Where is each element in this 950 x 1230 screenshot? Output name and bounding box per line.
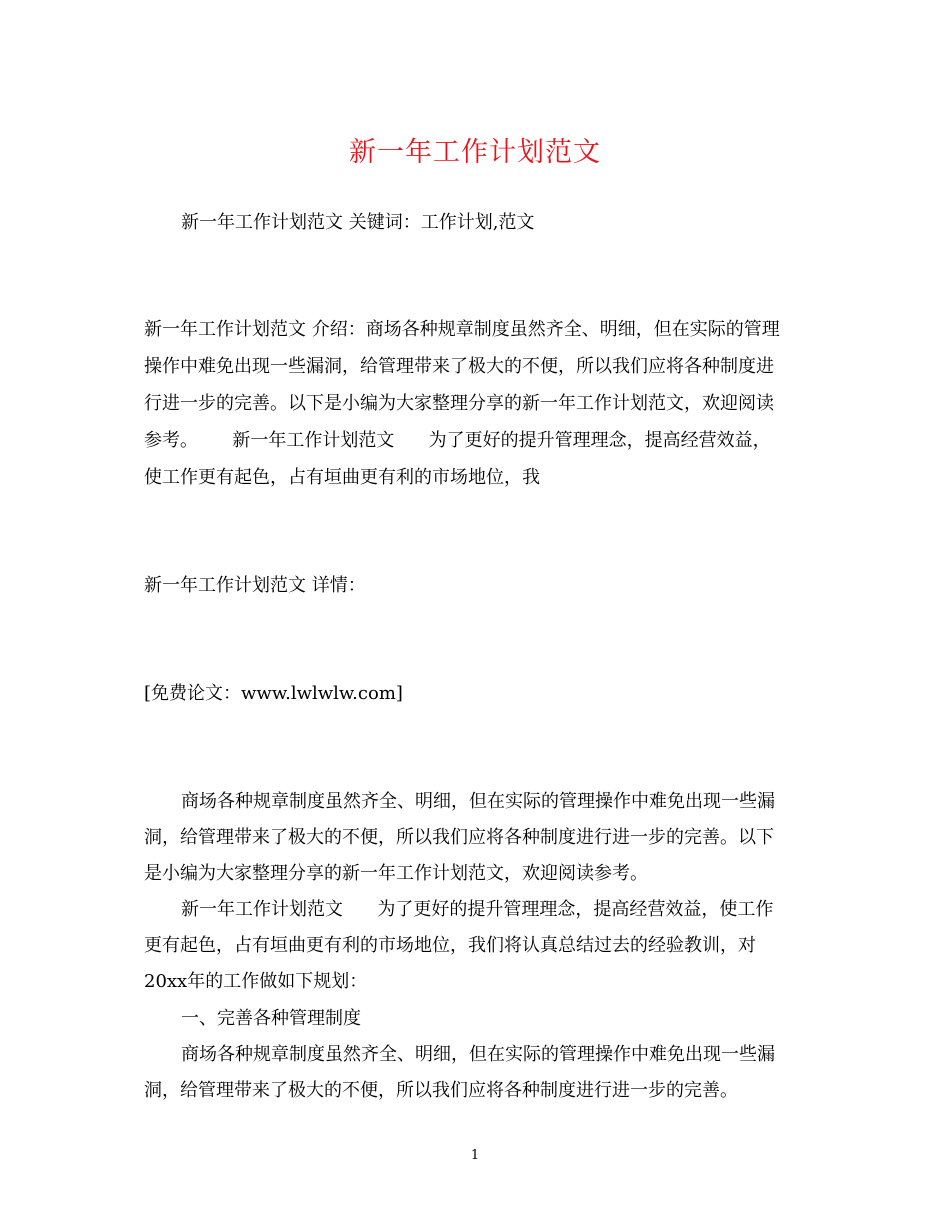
body-line-2: 洞，给管理带来了极大的不便，所以我们应将各种制度进行进一步的完善。以下 [144, 827, 774, 848]
body-line-1: 商场各种规章制度虽然齐全、明细，但在实际的管理操作中难免出现一些漏 [181, 791, 775, 812]
source-note: [免费论文：www.lwlwlw.com] [144, 683, 403, 704]
body-line-3: 是小编为大家整理分享的新一年工作计划范文，欢迎阅读参考。 [144, 863, 648, 884]
body-line-4: 新一年工作计划范文 为了更好的提升管理理念，提高经营效益，使工作 [181, 899, 774, 920]
body-line-6: 20xx年的工作做如下规划： [144, 971, 368, 992]
body-line-9: 洞，给管理带来了极大的不便，所以我们应将各种制度进行进一步的完善。 [144, 1080, 738, 1101]
details-label: 新一年工作计划范文 详情： [144, 575, 366, 596]
body-line-5: 更有起色，占有垣曲更有利的市场地位，我们将认真总结过去的经验教训，对 [144, 935, 756, 956]
intro-line-4: 参考。 新一年工作计划范文 为了更好的提升管理理念，提高经营效益， [144, 430, 771, 451]
page-number: 1 [470, 1148, 480, 1163]
intro-line-2: 操作中难免出现一些漏洞，给管理带来了极大的不便，所以我们应将各种制度进 [144, 356, 774, 377]
keywords-line: 新一年工作计划范文 关键词：工作计划,范文 [181, 212, 535, 233]
body-line-8: 商场各种规章制度虽然齐全、明细，但在实际的管理操作中难免出现一些漏 [181, 1044, 775, 1065]
document-title: 新一年工作计划范文 [349, 137, 601, 168]
section-heading: 一、完善各种管理制度 [181, 1008, 361, 1029]
intro-line-1: 新一年工作计划范文 介绍：商场各种规章制度虽然齐全、明细，但在实际的管理 [144, 319, 780, 340]
intro-line-5: 使工作更有起色，占有垣曲更有利的市场地位，我 [144, 467, 540, 488]
intro-line-3: 行进一步的完善。以下是小编为大家整理分享的新一年工作计划范文，欢迎阅读 [144, 393, 774, 414]
